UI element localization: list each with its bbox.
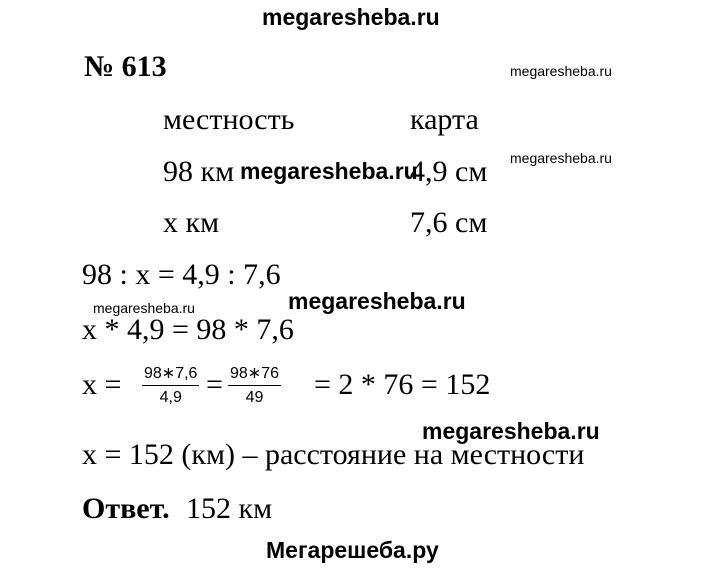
watermark-mid-2: megaresheba.ru [288, 288, 466, 314]
equation-equals: = [206, 368, 223, 401]
fraction-2-denominator: 49 [245, 389, 264, 406]
table-cell-map-2: 7,6 см [410, 206, 488, 239]
watermark-top: megaresheba.ru [262, 4, 440, 30]
fraction-2 [228, 365, 281, 407]
equation-product: х * 4,9 = 98 * 7,6 [82, 313, 294, 346]
watermark-bottom: Мегарешеба.ру [266, 537, 439, 563]
answer-label: Ответ. [82, 492, 170, 525]
watermark-mid-1: megaresheba.ru [240, 158, 418, 184]
fraction-1 [142, 365, 199, 407]
equation-result: = 2 * 76 = 152 [314, 368, 491, 401]
table-header-terrain: местность [163, 103, 295, 136]
table-header-map: карта [410, 103, 479, 136]
watermark-right-2: megaresheba.ru [510, 150, 612, 166]
fraction-1-numerator: 98∗7,6 [142, 365, 199, 386]
fraction-1-denominator: 4,9 [159, 389, 182, 406]
table-cell-terrain-1: 98 км [163, 155, 235, 188]
watermark-left-small: megaresheba.ru [93, 300, 195, 316]
watermark-right-1: megaresheba.ru [510, 63, 612, 79]
equation-proportion: 98 : х = 4,9 : 7,6 [82, 258, 281, 291]
watermark-mid-3: megaresheba.ru [422, 418, 600, 444]
equation-x-lhs: х = [82, 368, 122, 401]
table-cell-terrain-2: х км [163, 206, 220, 239]
answer-value: 152 км [186, 492, 273, 525]
equation-final: х = 152 (км) – расстояние на местности [82, 438, 585, 471]
problem-number: № 613 [84, 50, 167, 83]
fraction-2-numerator: 98∗76 [228, 365, 281, 386]
table-cell-map-1: 4,9 см [410, 155, 488, 188]
